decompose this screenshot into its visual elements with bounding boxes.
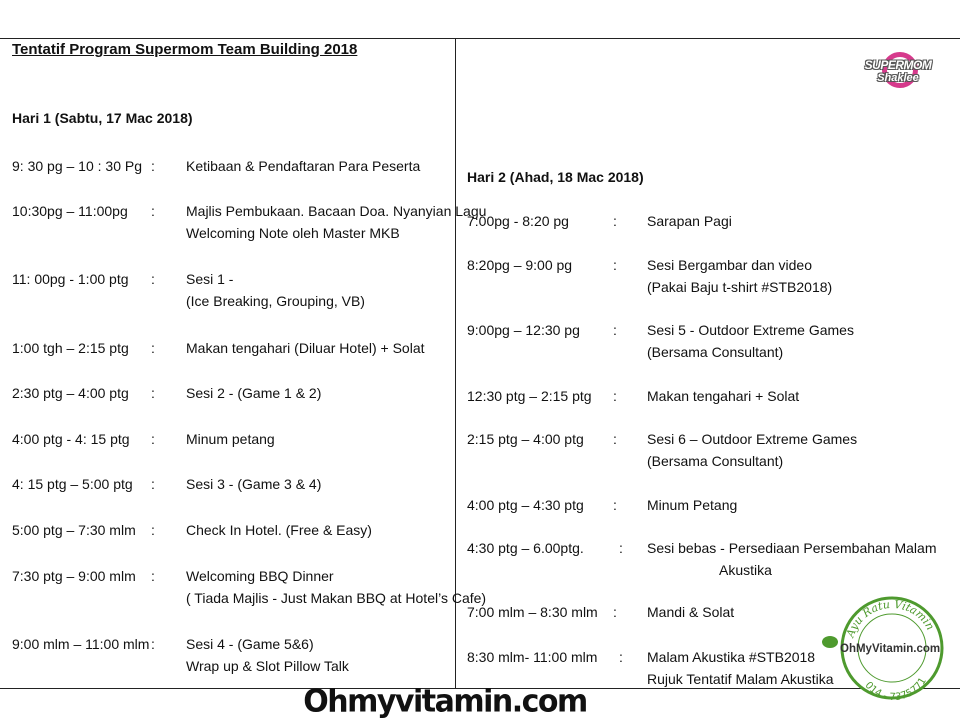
activity-line: Malam Akustika #STB2018	[647, 649, 816, 665]
row-separator: :	[151, 385, 155, 401]
row-separator: :	[151, 476, 155, 492]
row-separator: :	[151, 522, 155, 538]
row-separator: :	[613, 322, 617, 338]
row-activity	[186, 473, 321, 495]
row-activity	[186, 337, 425, 359]
row-time: 7:30 ptg – 9:00 mlm	[12, 568, 136, 584]
activity-line: Majlis Pembukaan. Bacaan Doa. Nyanyian Lagu	[186, 203, 487, 219]
row-separator: :	[151, 271, 155, 287]
day1-heading: Hari 1 (Sabtu, 17 Mac 2018)	[12, 110, 193, 126]
activity-line: (Ice Breaking, Grouping, VB)	[186, 293, 365, 309]
row-separator: :	[613, 388, 617, 404]
row-separator: :	[151, 636, 155, 652]
row-time: 11: 00pg - 1:00 ptg	[12, 271, 129, 287]
row-activity	[647, 601, 734, 623]
activity-line: Sesi 1 -	[186, 271, 234, 287]
row-separator: :	[613, 497, 617, 513]
activity-line: Sesi 2 - (Game 1 & 2)	[186, 385, 322, 401]
activity-line: Sesi 6 – Outdoor Extreme Games	[647, 431, 858, 447]
row-separator: :	[613, 604, 617, 620]
activity-line: (Bersama Consultant)	[647, 344, 784, 360]
activity-line: Mandi & Solat	[647, 604, 735, 620]
day2-heading: Hari 2 (Ahad, 18 Mac 2018)	[467, 169, 644, 185]
row-separator: :	[613, 257, 617, 273]
leaf-icon	[822, 636, 838, 648]
row-separator: :	[613, 213, 617, 229]
activity-line: Wrap up & Slot Pillow Talk	[186, 658, 349, 674]
row-time: 4:30 ptg – 6.00ptg.	[467, 540, 584, 556]
row-activity	[647, 494, 737, 516]
activity-line: Sesi 5 - Outdoor Extreme Games	[647, 322, 854, 338]
stamp-phone-text: 014 - 7375771	[862, 675, 929, 704]
stamp-arc-text: Ayu Ratu Vitamin	[843, 597, 937, 640]
row-time: 10:30pg – 11:00pg	[12, 203, 128, 219]
row-separator: :	[151, 203, 155, 219]
row-time: 2:15 ptg – 4:00 ptg	[467, 431, 584, 447]
row-time: 5:00 ptg – 7:30 mlm	[12, 522, 136, 538]
row-activity	[647, 254, 832, 298]
row-activity	[186, 565, 486, 609]
row-activity	[186, 155, 420, 177]
row-activity	[647, 537, 937, 581]
activity-line: (Bersama Consultant)	[647, 453, 784, 469]
row-activity	[647, 210, 732, 232]
site-watermark: Ohmyvitamin.com	[303, 683, 587, 720]
activity-line: Ketibaan & Pendaftaran Para Peserta	[186, 158, 421, 174]
row-separator: :	[151, 158, 155, 174]
row-activity	[186, 200, 486, 244]
activity-line: Welcoming BBQ Dinner	[186, 568, 334, 584]
activity-line: Sesi 3 - (Game 3 & 4)	[186, 476, 322, 492]
row-time: 12:30 ptg – 2:15 ptg	[467, 388, 592, 404]
stamp-brand-text: OhMyVitamin.com	[840, 643, 941, 655]
row-separator: :	[151, 340, 155, 356]
supermom-shaklee-logo	[858, 50, 938, 98]
activity-line: Sesi Bergambar dan video	[647, 257, 812, 273]
row-activity	[186, 428, 275, 450]
activity-line: Sesi bebas - Persediaan Persembahan Malam	[647, 540, 937, 556]
row-activity	[647, 428, 857, 472]
row-time: 8:20pg – 9:00 pg	[467, 257, 573, 273]
row-separator: :	[151, 431, 155, 447]
row-time: 8:30 mlm- 11:00 mlm	[467, 649, 598, 665]
row-separator: :	[613, 431, 617, 447]
row-time: 7:00 mlm – 8:30 mlm	[467, 604, 598, 620]
row-time: 7:00pg - 8:20 pg	[467, 213, 569, 229]
document-title: Tentatif Program Supermom Team Building 2018	[12, 41, 358, 58]
row-separator: :	[619, 540, 623, 556]
row-activity	[186, 268, 365, 312]
row-activity	[647, 319, 854, 363]
row-activity	[186, 633, 349, 677]
logo-text-shaklee: Shaklee	[877, 72, 919, 84]
logo-text-supermom: SUPERMOM	[864, 58, 932, 72]
row-time: 2:30 ptg – 4:00 ptg	[12, 385, 129, 401]
activity-line: ( Tiada Majlis - Just Makan BBQ at Hotel’s Cafe)	[186, 590, 487, 606]
row-time: 9: 30 pg – 10 : 30 Pg	[12, 158, 142, 174]
activity-line: Sarapan Pagi	[647, 213, 732, 229]
activity-line: Akustika	[719, 562, 772, 578]
row-time: 9:00 mlm – 11:00 mlm	[12, 636, 150, 652]
row-activity	[186, 382, 321, 404]
activity-line: Check In Hotel. (Free & Easy)	[186, 522, 372, 538]
activity-line: Rujuk Tentatif Malam Akustika	[647, 671, 834, 687]
row-time: 4:00 ptg – 4:30 ptg	[467, 497, 584, 513]
row-separator: :	[151, 568, 155, 584]
page-top-border	[0, 38, 960, 39]
activity-line: Makan tengahari (Diluar Hotel) + Solat	[186, 340, 425, 356]
row-separator: :	[619, 649, 623, 665]
activity-line: Minum petang	[186, 431, 275, 447]
activity-line: Minum Petang	[647, 497, 738, 513]
activity-line: Welcoming Note oleh Master MKB	[186, 225, 400, 241]
row-time: 9:00pg – 12:30 pg	[467, 322, 580, 338]
row-time: 4:00 ptg - 4: 15 ptg	[12, 431, 130, 447]
activity-line: Makan tengahari + Solat	[647, 388, 800, 404]
activity-line: (Pakai Baju t-shirt #STB2018)	[647, 279, 833, 295]
row-activity	[186, 519, 372, 541]
row-time: 4: 15 ptg – 5:00 ptg	[12, 476, 133, 492]
activity-line: Sesi 4 - (Game 5&6)	[186, 636, 314, 652]
row-time: 1:00 tgh – 2:15 ptg	[12, 340, 129, 356]
row-activity	[647, 385, 799, 407]
